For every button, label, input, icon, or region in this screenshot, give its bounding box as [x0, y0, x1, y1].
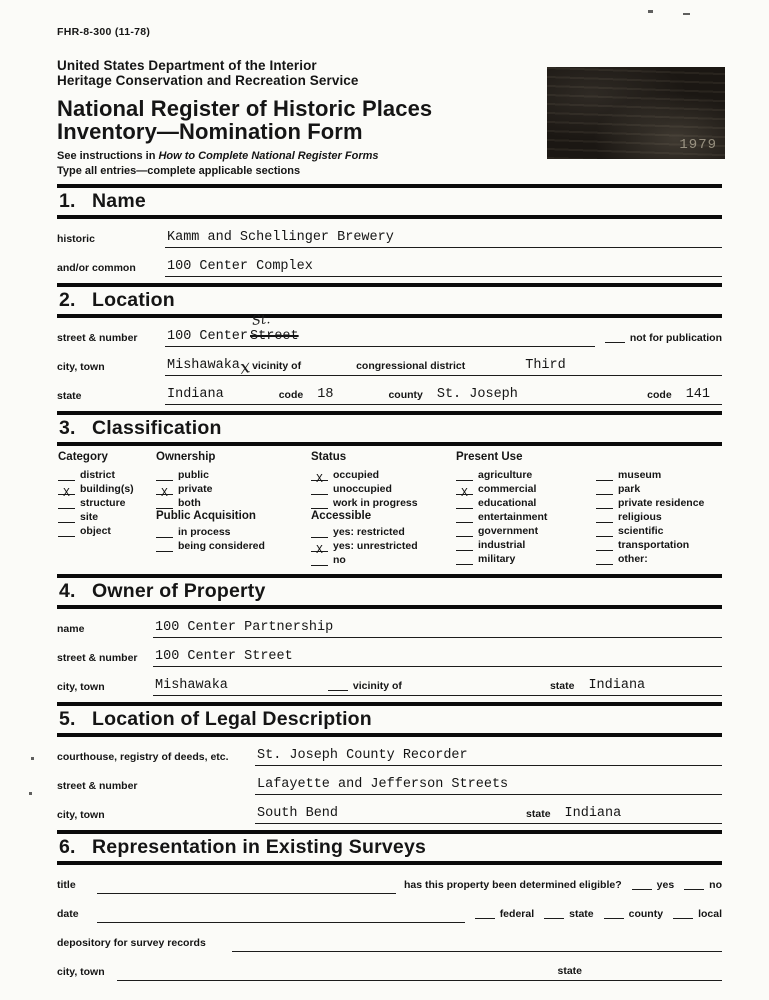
column-header: Category: [58, 451, 108, 464]
section-number: 4.: [59, 580, 76, 603]
check-line: [58, 469, 75, 481]
classification-column-ownership: [156, 451, 311, 567]
field-label: street & number: [57, 780, 138, 793]
section-6-heading: [57, 830, 722, 865]
section-number: 1.: [59, 190, 76, 213]
checkbox-blank: [328, 690, 348, 691]
field-label: city, town: [57, 809, 105, 822]
field-row-depository: [57, 923, 722, 952]
instructions-line-2: Type all entries—complete applicable sections: [57, 165, 301, 178]
scan-speck: [683, 13, 690, 15]
class-option: [596, 538, 722, 551]
field-value: Mishawaka: [155, 678, 228, 694]
class-option: [596, 552, 722, 565]
class-option-label: object: [80, 525, 111, 538]
class-option: [311, 525, 456, 538]
field-row-survey-date: [57, 894, 722, 923]
section-title: Representation in Existing Surveys: [92, 836, 427, 859]
check-line: [311, 526, 328, 538]
field-label: courthouse, registry of deeds, etc.: [57, 751, 229, 764]
handwritten-correction: St.: [251, 312, 272, 329]
check-line: [596, 525, 613, 537]
state-value: Indiana: [588, 678, 646, 694]
class-option: [58, 510, 156, 523]
check-line: [596, 511, 613, 523]
field-row-historic: [57, 219, 722, 248]
field-value: Mishawaka: [167, 358, 240, 374]
check-line: [156, 526, 173, 538]
class-option-label: being considered: [178, 540, 265, 553]
check-line: [311, 554, 328, 566]
state-label: state: [526, 808, 551, 821]
eligible-question-label: has this property been determined eligible?: [404, 879, 622, 892]
section-1-heading: [57, 184, 722, 219]
field-row-survey-city: [57, 952, 722, 981]
state-option-label: state: [569, 908, 594, 921]
state-value: Indiana: [167, 387, 224, 403]
field-entry-line: [153, 649, 722, 667]
field-label: city, town: [57, 966, 105, 979]
state-label: state: [557, 965, 582, 978]
field-label: title: [57, 879, 76, 892]
handwritten-vicinity-mark: x: [238, 355, 252, 380]
section-title: Location: [92, 289, 175, 312]
check-line: [596, 483, 613, 495]
checkbox-blank: [475, 918, 495, 919]
field-row-legal-street: [57, 766, 722, 795]
class-option: [156, 525, 311, 538]
class-option: [311, 539, 456, 558]
class-option-label: government: [478, 525, 539, 538]
check-line: [58, 511, 75, 523]
field-row-common-name: [57, 248, 722, 277]
vicinity-label: vicinity of: [252, 360, 302, 373]
class-option-label: public: [178, 469, 209, 482]
class-option-label: site: [80, 511, 99, 524]
section-4-heading: [57, 574, 722, 609]
check-line: [596, 539, 613, 551]
classification-column-status: [311, 451, 456, 567]
class-option-label: yes: restricted: [333, 526, 405, 539]
class-option: [311, 496, 456, 509]
column-header: Present Use: [456, 451, 523, 464]
check-line: [58, 525, 75, 537]
code-value: 141: [685, 387, 710, 403]
scan-speck: [29, 792, 32, 795]
class-option-label: both: [178, 497, 201, 510]
field-value: St. Joseph County Recorder: [257, 748, 468, 764]
hcrs-use-stamp-box: [547, 67, 725, 159]
class-option-label: work in progress: [333, 497, 418, 510]
code-label: code: [647, 389, 672, 402]
field-label: depository for survey records: [57, 937, 206, 950]
field-label: state: [57, 390, 82, 403]
check-line: [156, 469, 173, 481]
classification-column-present-use-2: [596, 451, 722, 567]
county-label: county: [628, 908, 664, 921]
check-line: [156, 483, 173, 501]
code-value: 18: [317, 387, 334, 403]
department-line-2: Heritage Conservation and Recreation Service: [57, 73, 359, 89]
check-mark: X: [461, 487, 468, 501]
class-option: [596, 468, 722, 481]
class-option: [596, 510, 722, 523]
check-line: [311, 540, 328, 558]
class-option-label: museum: [618, 469, 662, 482]
section-number: 3.: [59, 417, 76, 440]
check-line: [311, 483, 328, 495]
form-title-line-2: Inventory—Nomination Form: [57, 118, 363, 144]
checkbox-blank: [632, 889, 652, 890]
check-line: [456, 511, 473, 523]
field-value: 100 Center Complex: [167, 259, 313, 275]
field-label: name: [57, 623, 85, 636]
field-entry-line: [232, 949, 722, 952]
field-row-survey-title: [57, 865, 722, 894]
check-line: [456, 553, 473, 565]
class-option: [311, 553, 456, 566]
class-option-label: unoccupied: [333, 483, 392, 496]
field-entry-line: [255, 748, 722, 766]
field-label: street & number: [57, 332, 138, 345]
field-entry-line: [97, 891, 396, 894]
struck-word: Street: [250, 329, 299, 345]
check-line: [596, 497, 613, 509]
field-label: city, town: [57, 681, 105, 694]
column-header: [596, 451, 722, 466]
class-option: [156, 496, 311, 509]
field-entry-line: [153, 620, 722, 638]
field-entry-line: [97, 920, 465, 923]
class-option-label: district: [80, 469, 116, 482]
county-value: St. Joseph: [436, 387, 518, 403]
field-entry-line: [165, 387, 722, 405]
field-value: South Bend: [257, 806, 339, 822]
check-line: [311, 497, 328, 509]
section-5-heading: [57, 702, 722, 737]
checkbox-blank: [544, 918, 564, 919]
class-option-label: no: [333, 554, 346, 567]
class-option: [596, 482, 722, 495]
class-option: [58, 468, 156, 481]
class-option-label: in process: [178, 526, 231, 539]
field-row-owner-name: [57, 609, 722, 638]
class-option: [456, 538, 596, 551]
class-option: [311, 482, 456, 495]
field-label: date: [57, 908, 79, 921]
congressional-district-value: Third: [525, 358, 566, 374]
instructions-prefix: See instructions in: [57, 150, 159, 163]
section-title: Location of Legal Description: [92, 708, 372, 731]
field-value: 100 Center Street: [155, 649, 293, 665]
accessible-subheader: Accessible: [311, 510, 372, 523]
check-line: [596, 553, 613, 565]
class-option-label: agriculture: [478, 469, 533, 482]
class-option-label: educational: [478, 497, 537, 510]
checkbox-blank: [604, 918, 624, 919]
check-line: [456, 483, 473, 501]
class-option: [456, 552, 596, 565]
class-option-label: park: [618, 483, 641, 496]
field-label: street & number: [57, 652, 138, 665]
section-number: 6.: [59, 836, 76, 859]
class-option: [58, 496, 156, 509]
field-value: 100 Center Partnership: [155, 620, 334, 636]
check-line: [456, 539, 473, 551]
field-value: 100 Center: [167, 329, 249, 345]
class-option: [58, 482, 156, 501]
field-entry-line: [117, 965, 722, 981]
checkbox-blank: [673, 918, 693, 919]
class-option: [456, 496, 596, 509]
field-row-courthouse: [57, 737, 722, 766]
class-option-label: building(s): [80, 483, 134, 496]
classification-grid: [57, 446, 722, 574]
local-label: local: [698, 908, 722, 921]
section-title: Owner of Property: [92, 580, 266, 603]
checkbox-blank: [684, 889, 704, 890]
class-option-label: yes: unrestricted: [333, 540, 418, 553]
corrected-word: [248, 312, 299, 345]
class-option-label: religious: [618, 511, 662, 524]
field-entry-line: [255, 806, 722, 824]
class-option-label: entertainment: [478, 511, 548, 524]
section-title: Classification: [92, 417, 222, 440]
class-option: [156, 482, 311, 501]
class-option-label: structure: [80, 497, 126, 510]
classification-column-category: [58, 451, 156, 567]
field-label: city, town: [57, 361, 105, 374]
check-line: [311, 469, 328, 487]
section-number: 5.: [59, 708, 76, 731]
class-option-label: occupied: [333, 469, 380, 482]
instructions-manual-title: How to Complete National Register Forms: [158, 150, 379, 163]
class-option-label: transportation: [618, 539, 690, 552]
field-row-legal-city: [57, 795, 722, 824]
class-option-label: private: [178, 483, 213, 496]
county-label: county: [388, 389, 423, 402]
field-row-city: [57, 347, 722, 380]
field-row-owner-city: [57, 667, 722, 696]
scan-speck: [31, 757, 34, 760]
department-line-1: United States Department of the Interior: [57, 58, 317, 73]
class-option-label: commercial: [478, 483, 537, 496]
field-label: historic: [57, 233, 95, 246]
class-option: [456, 524, 596, 537]
state-value: Indiana: [564, 806, 622, 822]
class-option: [456, 510, 596, 523]
class-option: [58, 524, 156, 537]
column-header: Ownership: [156, 451, 216, 464]
check-line: [596, 469, 613, 481]
field-row-street: [57, 312, 722, 347]
not-for-publication-label: not for publication: [629, 332, 722, 345]
code-label: code: [278, 389, 304, 402]
check-line: [58, 483, 75, 501]
field-entry-line: [165, 312, 595, 347]
section-number: 2.: [59, 289, 76, 312]
check-line: [456, 525, 473, 537]
congressional-district-label: congressional district: [356, 360, 466, 373]
state-label: state: [549, 680, 575, 693]
section-title: Name: [92, 190, 146, 213]
field-entry-line: [153, 678, 722, 696]
check-line: [156, 540, 173, 552]
class-option: [456, 468, 596, 481]
class-option: [596, 496, 722, 509]
check-mark: X: [316, 473, 323, 487]
vicinity-label: vicinity of: [352, 680, 402, 693]
class-option: [156, 539, 311, 552]
class-option: [156, 468, 311, 481]
form-number: FHR-8-300 (11-78): [57, 26, 151, 38]
class-option-label: private residence: [618, 497, 705, 510]
form-title-line-1: National Register of Historic Places: [57, 96, 433, 122]
public-acquisition-subheader: Public Acquisition: [156, 510, 256, 523]
check-mark: X: [63, 487, 70, 501]
field-entry-line: [165, 230, 722, 248]
section-3-heading: [57, 411, 722, 446]
check-line: [156, 497, 173, 509]
federal-label: federal: [499, 908, 535, 921]
field-entry-line: [165, 355, 722, 380]
class-option: [311, 468, 456, 487]
stamp-year-text: 1979: [679, 137, 717, 153]
class-option: [596, 524, 722, 537]
classification-column-present-use: [456, 451, 596, 567]
check-line: [456, 497, 473, 509]
check-line: [456, 469, 473, 481]
field-row-state: [57, 376, 722, 405]
field-value: Lafayette and Jefferson Streets: [257, 777, 509, 793]
field-value: Kamm and Schellinger Brewery: [167, 230, 394, 246]
field-label: and/or common: [57, 262, 136, 275]
check-line: [58, 497, 75, 509]
class-option-label: industrial: [478, 539, 526, 552]
class-option-label: scientific: [618, 525, 664, 538]
field-row-owner-street: [57, 638, 722, 667]
column-header: Status: [311, 451, 347, 464]
class-option: [456, 482, 596, 501]
yes-label: yes: [656, 879, 675, 892]
checkbox-blank: [605, 342, 625, 343]
check-mark: X: [161, 487, 168, 501]
scan-speck: [648, 10, 653, 13]
no-label: no: [709, 879, 722, 892]
field-entry-line: [255, 777, 722, 795]
class-option-label: other:: [618, 553, 648, 566]
class-option-label: military: [478, 553, 516, 566]
section-2-heading: [57, 283, 722, 318]
check-mark: X: [316, 544, 323, 558]
field-entry-line: [165, 259, 722, 277]
